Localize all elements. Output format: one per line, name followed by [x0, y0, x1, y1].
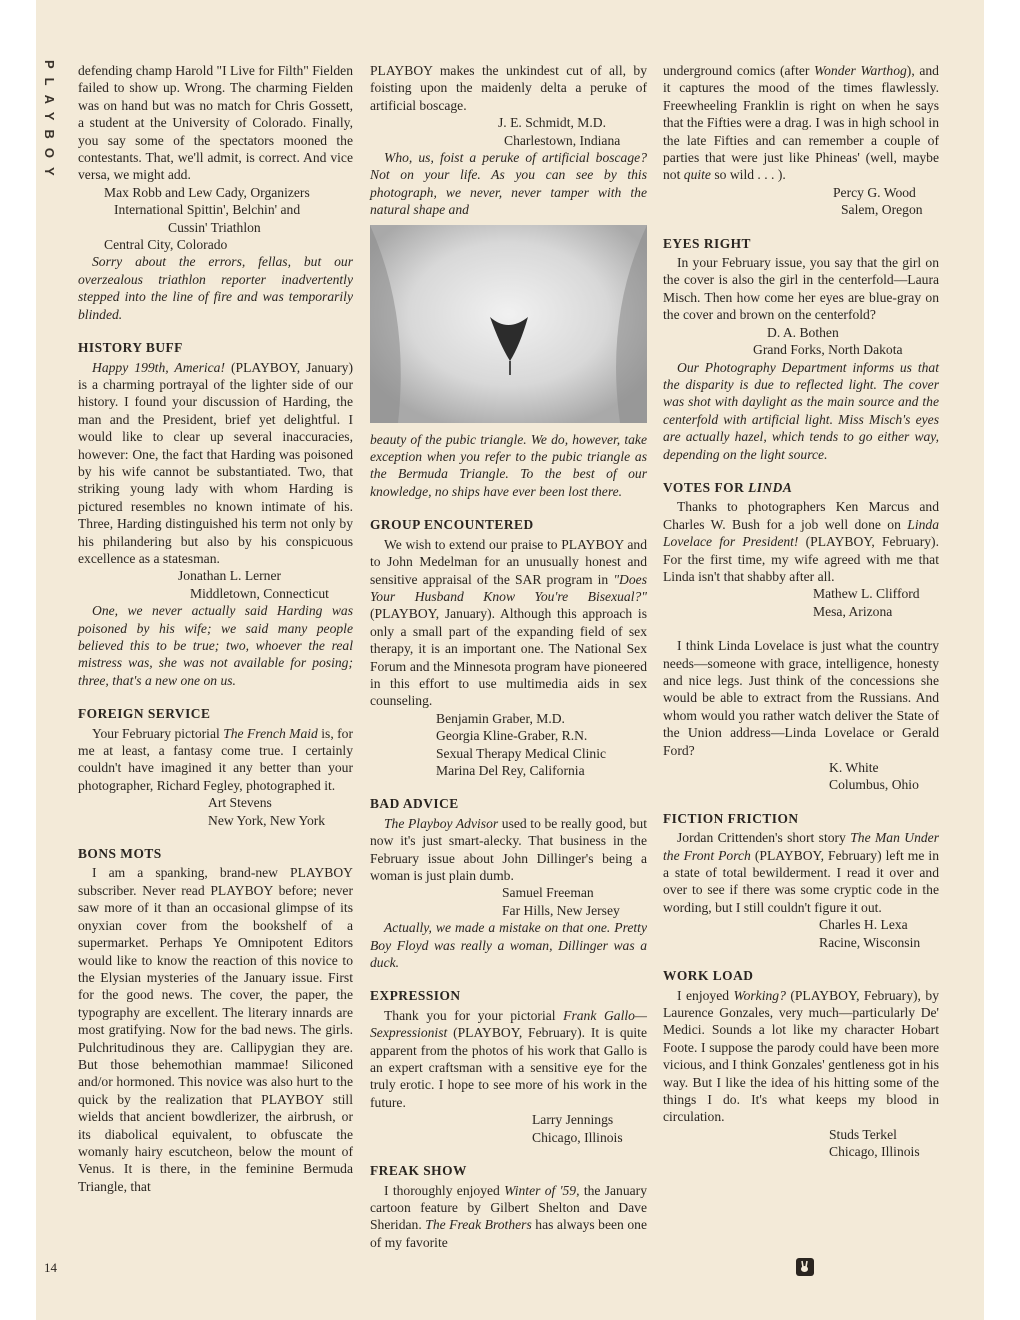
photograph-artwork [370, 225, 647, 423]
column-3 [663, 62, 939, 1161]
magazine-page [36, 0, 984, 1320]
rabbit-head-logo-icon [796, 1258, 814, 1276]
section-heading: BAD ADVICE [370, 796, 459, 812]
letter-body: I enjoyed Working? (PLAYBOY, February), by Laurence Gonzales, very much—particularly De' Medici. Sounds a lot like my character Hobart Foote. I suppose the parody could have been more vicious, and I think Gonzales' gentleness got in his way. But I like the idea of his hitting some of the things I do. It's what keeps my blood in circulation. [663, 987, 939, 1125]
letter-signature: Mathew L. Clifford Mesa, Arizona [813, 586, 920, 619]
editor-reply: Our Photography Department informs us that the disparity is due to reflected light. The cover was shot with daylight as the main source and the centerfold with artificial light. Miss Misch's eyes are actually hazel, which tends to go either way, depending on the light source. [663, 359, 939, 462]
spine-title-text: PLAYBOY [42, 60, 57, 185]
editor-reply: beauty of the pubic triangle. We do, however, take exception when you refer to the pubic triangle as the Bermuda Triangle. To the best of our knowledge, no ships have ever been lost there. [370, 431, 647, 499]
letter-body: Your February pictorial The French Maid is, for me at least, a fantasy come true. I certainly couldn't have imagined it any better than your photographer, Richard Fegley, photographed it. [78, 725, 353, 793]
letter-signature: Larry Jennings Chicago, Illinois [532, 1112, 623, 1145]
letter-body: Jordan Crittenden's short story The Man Under the Front Porch (PLAYBOY, February) left me in a state of total bewilderment. I read it over and over to see if there was some cryptic code in the wording, but I still couldn't figure it out. [663, 830, 939, 915]
column-2 [370, 62, 647, 1251]
section-heading: EYES RIGHT [663, 235, 751, 251]
letter-signature: Percy G. Wood Salem, Oregon [833, 184, 923, 218]
editor-reply: One, we never actually said Harding was poisoned by his wife; we said many people believed this to be true; two, whoever the real mistress was, she was not available for posing; three, that's a new one on us. [78, 603, 353, 688]
letter-body: Happy 199th, America! (PLAYBOY, January) is a charming portrayal of the lighter side of our history. I found your discussion of Harding, the man and the President, brief yet delightful. I would like to clear up several inaccuracies, however: One, the fact that Harding was poisoned by his wife cannot be substantiated. Two, that striking young lady with whom Harding is pictured resembles no known intimate of his. Three, Harding distinguished his term not only by his philandering but also by his conspicuous excellence as a statesman. [78, 359, 353, 566]
editor-reply: Sorry about the errors, fellas, but our overzealous triathlon reporter inadvertently stepped into the line of fire and was temporarily blinded. [78, 254, 353, 322]
letter-signature: Benjamin Graber, M.D. Georgia Kline-Graber, R.N. Sexual Therapy Medical Clinic Marina Del Rey, California [436, 710, 607, 778]
letter-signature: D. A. Bothen Grand Forks, North Dakota [753, 324, 903, 358]
editor-reply: Who, us, foist a peruke of artificial boscage? Not on your life. As you can see by this photograph, we never, never tamper with the natural shape and [370, 150, 647, 218]
section-heading: FICTION FRICTION [663, 810, 799, 826]
letter-signature: K. White Columbus, Ohio [829, 760, 919, 793]
section-heading: WORK LOAD [663, 968, 754, 984]
section-heading: HISTORY BUFF [78, 340, 183, 356]
letter-signature: Art Stevens New York, New York [208, 795, 326, 828]
letter-body: Thank you for your pictorial Frank Gallo—Sexpressionist (PLAYBOY, February). It is quite apparent from the photos of his work that Gallo is an expert craftsman with a sensitive eye for the truly erotic. I hope to see more of his work in the future. [370, 1007, 648, 1110]
letter-signature: Jonathan L. Lerner Middletown, Connecticut [178, 568, 329, 601]
letter-signature: Samuel Freeman Far Hills, New Jersey [502, 885, 620, 918]
letter-body: defending champ Harold "I Live for Filth" Fielden failed to show up. Wrong. The charming Fielden was on hand but was no match for Chris Gossett, a student at the University of Colorado. Finally, you say some of the spectators mooned the contestants. That, we'll admit, is correct. And vice versa, we might add. [78, 63, 353, 183]
letter-signature: Studs Terkel Chicago, Illinois [829, 1126, 920, 1160]
letter-body: I thoroughly enjoyed Winter of '59, the January cartoon feature by Gilbert Shelton and Dave Sheridan. The Freak Brothers has always been one of my favorite [370, 1182, 648, 1250]
page-number: 14 [44, 1260, 57, 1275]
letter-body: PLAYBOY makes the unkindest cut of all, by foisting upon the maidenly delta a peruke of artificial boscage. [370, 63, 647, 113]
letter-body: In your February issue, you say that the girl on the cover is also the girl in the centerfold—Laura Misch. Then how come her eyes are blue-gray on the cover and brown on the centerfold? [663, 255, 939, 323]
section-heading: VOTES FOR LINDA [663, 479, 793, 495]
section-heading: GROUP ENCOUNTERED [370, 517, 534, 533]
editor-reply: Actually, we made a mistake on that one. Pretty Boy Floyd was really a woman, Dillinger was a duck. [370, 920, 647, 971]
letter-signature: Max Robb and Lew Cady, Organizers International Spittin', Belchin' and Cussin' Triathlon Central City, Colorado [104, 184, 310, 253]
section-heading: BONS MOTS [78, 846, 162, 862]
section-heading: EXPRESSION [370, 988, 461, 1004]
column-1 [78, 62, 353, 1195]
section-heading: FREAK SHOW [370, 1163, 467, 1179]
letter-body: We wish to extend our praise to PLAYBOY and to John Medelman for an unusually honest and sensitive appraisal of the SAR program in "Does Your Husband Know You're Bisexual?" (PLAYBOY, January). Although this approach is only a small part of the expanding field of sex therapy, it is an important one. The National Sex Forum and the Minnesota program have pioneered in this effort to use multimedia aids in sex counseling. [370, 536, 647, 709]
letter-signature: J. E. Schmidt, M.D. Charlestown, Indiana [498, 115, 621, 148]
letter-body: I am a spanking, brand-new PLAYBOY subscriber. Never read PLAYBOY before; never saw more of it than an occasional glimpse of its onyxian cover from the bookshelf of a supermarket. Perhaps Ye Omnipotent Editors would like to know the reaction of this novice to the Elysian mysteries of the January issue. First for the good news. The cover, the paper, the typography are excellent. The literary innards are most gratifying. Now for the bad news. The girls. Pulchritudinous they are. Callipygian they are. But those behemothian mammae! Siliconed and/or hormoned. This novice was also hurt to the quick by the realization that PLAYBOY still wields that ancient bowdlerizer, the airbrush, or its diabolical equivalent, to obfuscate the womanly hairy escutcheon, below the mount of Venus. It is there, in the feminine Bermuda Triangle, that [78, 865, 353, 1194]
letter-signature: Charles H. Lexa Racine, Wisconsin [819, 917, 921, 950]
spine-title [42, 60, 56, 220]
photograph [370, 225, 647, 423]
letter-body: Thanks to photographers Ken Marcus and Charles W. Bush for a job well done on Linda Lovelace for President! (PLAYBOY, February). For the first time, my wife agreed with me that Linda isn't that shabby after all. [663, 499, 939, 584]
letter-body: I think Linda Lovelace is just what the country needs—someone with grace, intelligence, honesty and nice legs. Just think of the concessions she would be able to extract from the Russians. And whom would you rather watch deliver the State of the Union address—Linda Lovelace or Gerald Ford? [663, 638, 939, 758]
rabbit-head-icon [796, 1258, 814, 1276]
letter-body: underground comics (after Wonder Warthog), and it captures the mood of the times flawlessly. Freewheeling Franklin is right on when he says that the Fifties were a drag. I was in high school in the late Fifties and can remember a couple of parties that were just like Phineas' (well, maybe not quite so wild . . . ). [663, 63, 939, 183]
section-heading: FOREIGN SERVICE [78, 706, 211, 722]
letter-body: The Playboy Advisor used to be really good, but now it's just smart-alecky. That business in the February issue about John Dillinger's being a woman is just plain dumb. [370, 815, 647, 883]
